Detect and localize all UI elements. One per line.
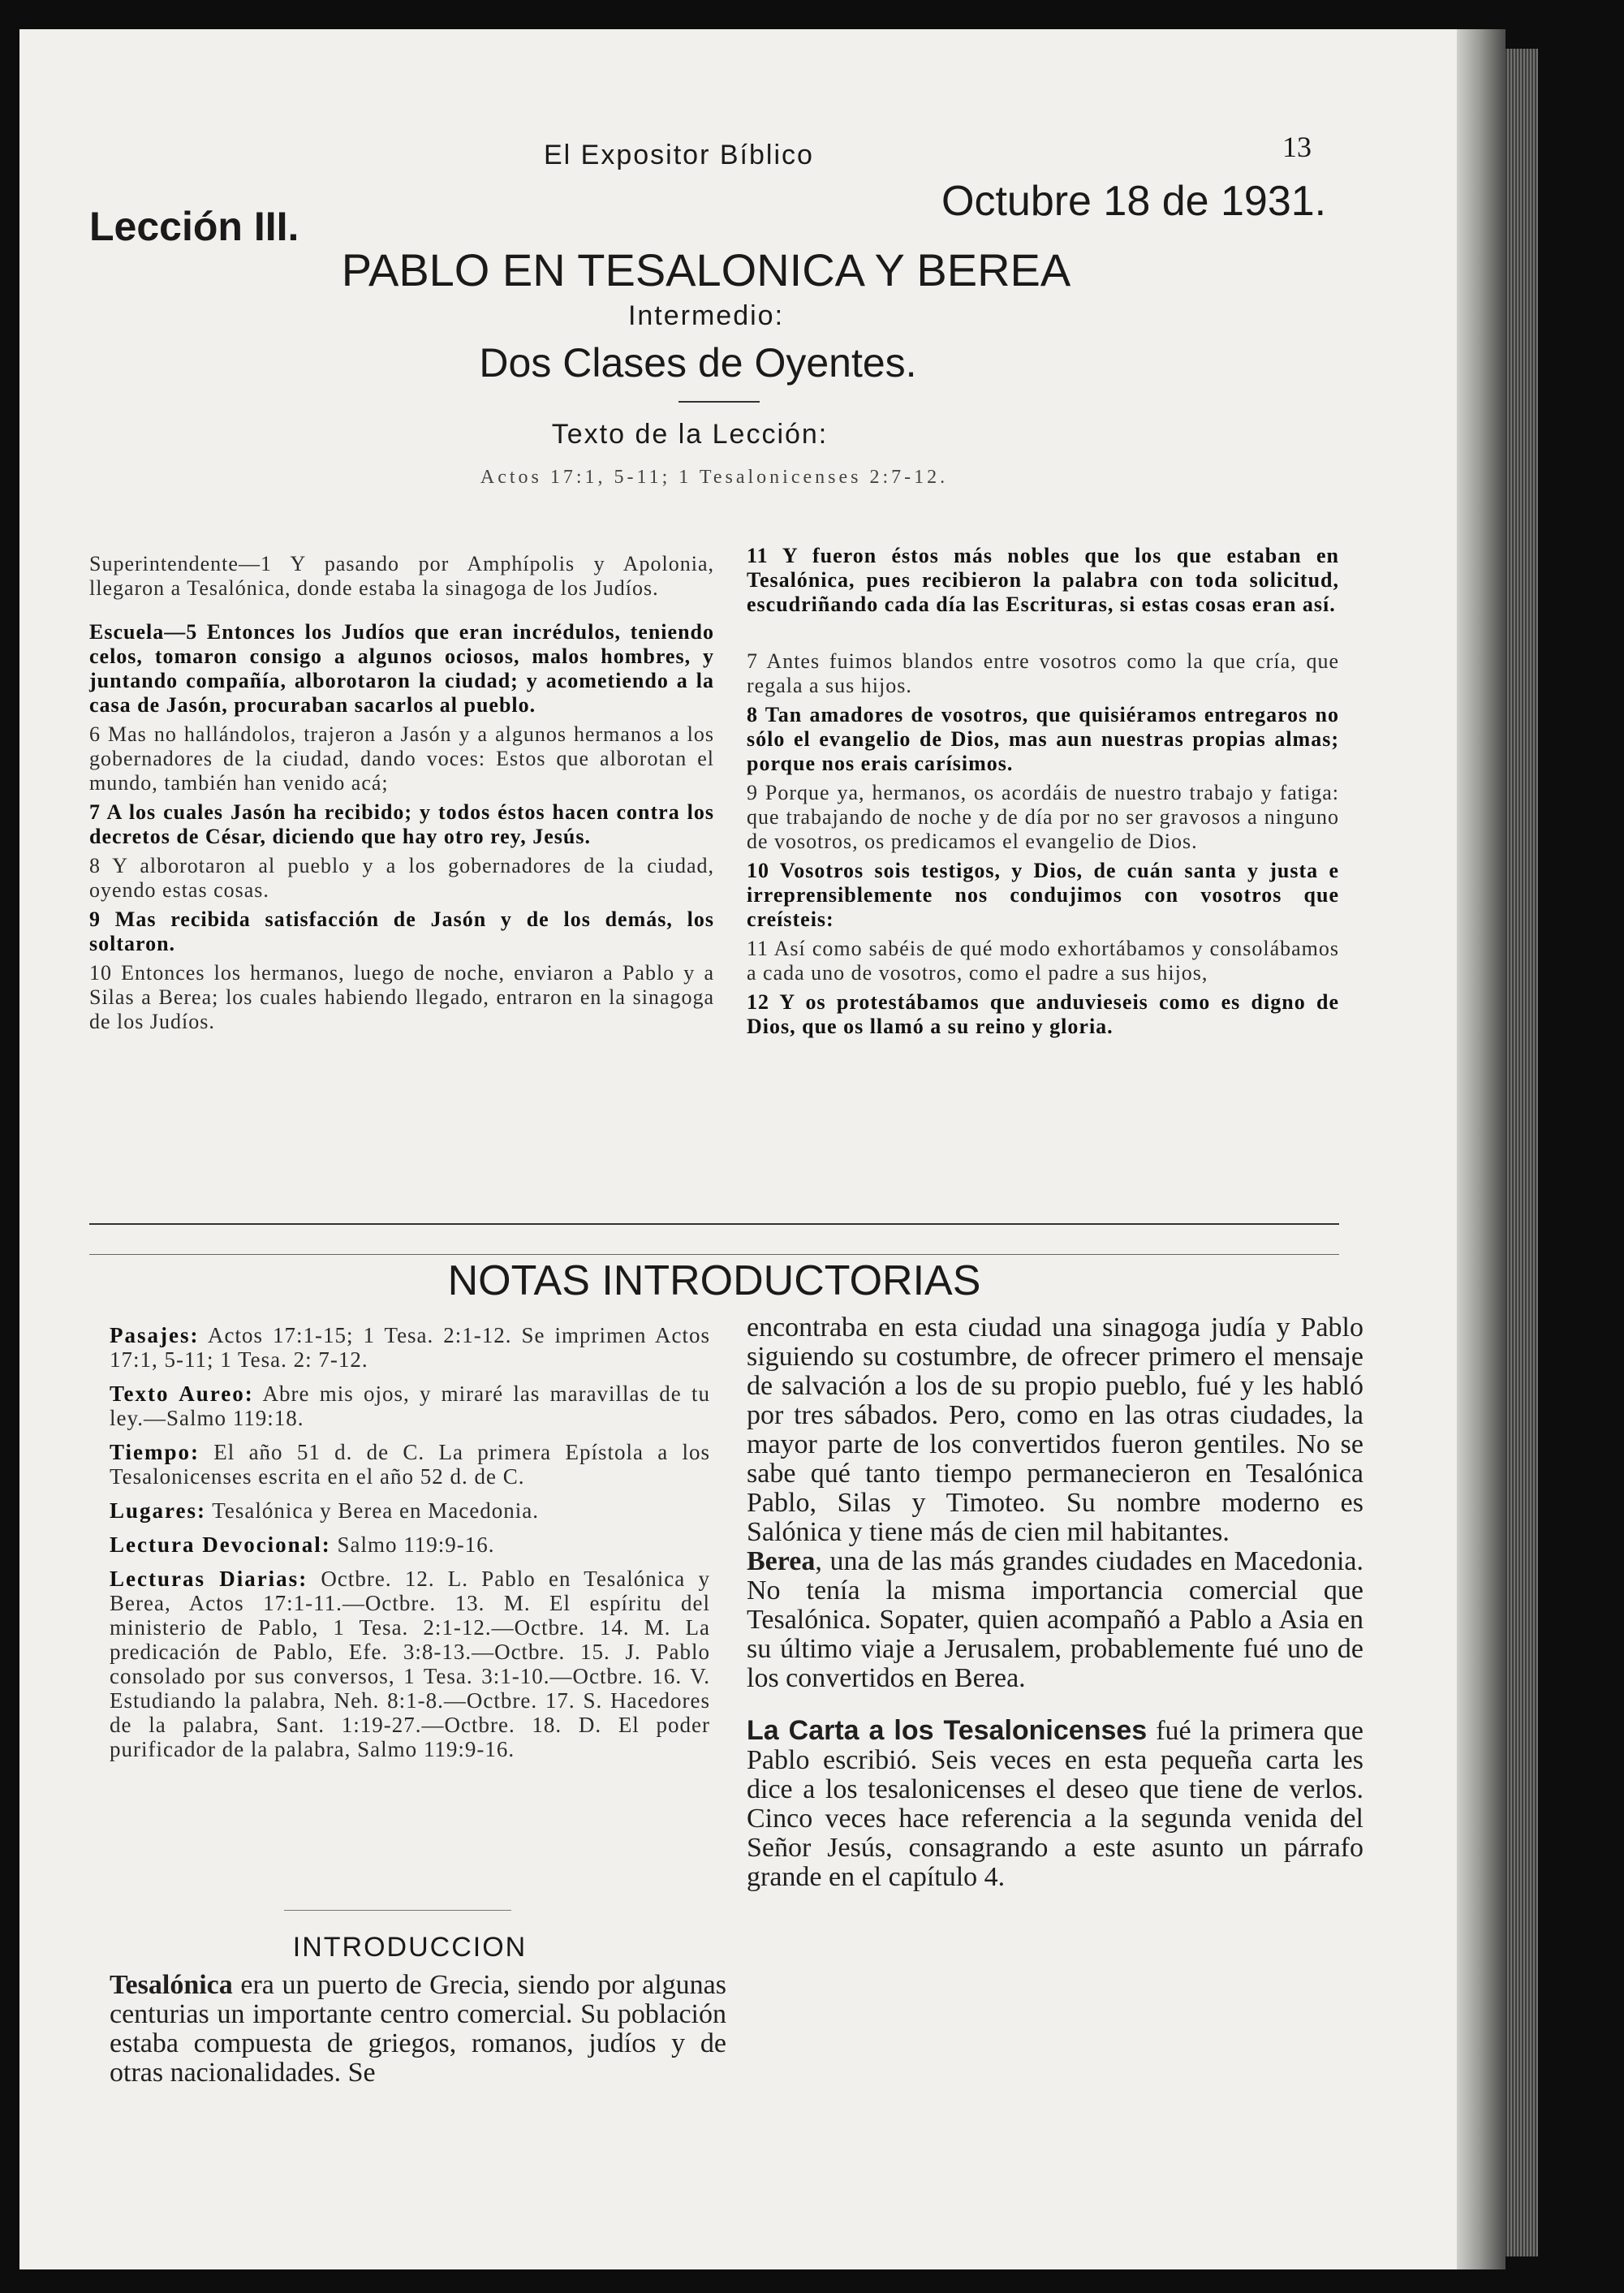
page-number: 13 (1282, 131, 1312, 163)
reading-verse: 6 Mas no hallándolos, trajeron a Jasón y a algunos hermanos a los gobernadores de la ciudad, dando voces: Estos que alborotan el mundo, también han venido acá; (89, 722, 714, 795)
reading-verse: 7 Antes fuimos blandos entre vosotros como la que cría, que regala a sus hijos. (747, 649, 1339, 697)
nota-label: Pasajes: (110, 1323, 200, 1347)
body-paragraph: encontraba en esta ciudad una sinagoga judía y Pablo siguiendo su costumbre, de ofrecer primero el mensaje de salvación a los de su propio pueblo, fué y les habló por tres sábados. Pero, como en las otras ciudades, la mayor parte de los convertidos fueron gentiles. No se sabe qué tanto tiempo permanecieron en Tesalónica Pablo, Silas y Timoteo. Su nombre moderno es Salónica y tiene más de cien mil habitantes. (747, 1312, 1363, 1547)
introduccion-text: era un puerto de Grecia, siendo por algunas centurias un importante centro comercial. Su población estaba compuesta de griegos, romanos, judíos y de otras nacionalidades. Se (110, 1970, 726, 2088)
nota-text: Actos 17:1-15; 1 Tesa. 2:1-12. Se imprimen Actos 17:1, 5-11; 1 Tesa. 2: 7-12. (110, 1323, 710, 1372)
lesson-subtitle: Dos Clases de Oyentes. (479, 340, 917, 386)
reading-verse: 10 Vosotros sois testigos, y Dios, de cuán santa y justa e irreprensiblemente nos condujimos con vosotros que creísteis: (747, 859, 1339, 931)
nota-item (110, 1323, 710, 1372)
lesson-number: Lección III. (89, 204, 299, 249)
reading-verse: Superintendente—1 Y pasando por Amphípolis y Apolonia, llegaron a Tesalónica, donde estaba la sinagoga de los Judíos. (89, 552, 714, 600)
reading-verse: 10 Entonces los hermanos, luego de noche, enviaron a Pablo y a Silas a Berea; los cuales habiendo llegado, entraron en la sinagoga de los Judíos. (89, 961, 714, 1033)
nota-item (110, 1498, 710, 1523)
lesson-date: Octubre 18 de 1931. (941, 178, 1327, 225)
nota-label: Tiempo: (110, 1440, 200, 1464)
reading-verse: 11 Así como sabéis de qué modo exhortábamos y consolábamos a cada uno de vosotros, como el padre a sus hijos, (747, 937, 1339, 985)
berea-lead: Berea (747, 1546, 816, 1576)
berea-text: , una de las más grandes ciudades en Macedonia. No tenía la misma importancia comercial que Tesalónica. Sopater, quien acompañó a Pablo a Asia en su último viaje a Jerusalem, probablemente fué uno de los convertidos en Berea. (747, 1546, 1363, 1693)
body-paragraph (747, 1547, 1363, 1693)
reading-verse: 8 Tan amadores de vosotros, que quisiéramos entregaros no sólo el evangelio de Dios, mas aun nuestras propias almas; porque nos erais carísimos. (747, 703, 1339, 775)
nota-label: Lecturas Diarias: (110, 1567, 308, 1591)
lesson-level: Intermedio: (627, 300, 785, 331)
page-edges (1506, 49, 1538, 2256)
reading-verse: Escuela—5 Entonces los Judíos que eran incrédulos, teniendo celos, tomaron consigo a algunos ociosos, malos hombres, y juntando compañía, alborotaron la ciudad; y acometiendo a la casa de Jasón, procuraban sacarlos al pueblo. (89, 620, 714, 717)
reading-verse: 11 Y fueron éstos más nobles que los que estaban en Tesalónica, pues recibieron la palabra con toda solicitud, escudriñando cada día las Escrituras, si estas cosas eran así. (747, 544, 1339, 616)
nota-text: El año 51 d. de C. La primera Epístola a los Tesalonicenses escrita en el año 52 d. de C. (110, 1440, 710, 1489)
nota-item (110, 1532, 710, 1557)
nota-item (110, 1381, 710, 1430)
nota-label: Lugares: (110, 1498, 207, 1523)
nota-label: Texto Aureo: (110, 1381, 254, 1406)
nota-text: Abre mis ojos, y miraré las maravillas de tu ley.—Salmo 119:18. (110, 1381, 710, 1430)
reading-left-column (89, 552, 714, 1039)
texto-heading: Texto de la Lección: (551, 419, 829, 450)
introduccion-paragraph (110, 1971, 726, 2088)
nota-text: Tesalónica y Berea en Macedonia. (206, 1498, 539, 1523)
notas-heading: NOTAS INTRODUCTORIAS (447, 1257, 981, 1304)
title-divider (678, 401, 760, 403)
right-column-text (747, 1313, 1363, 1892)
texto-references: Actos 17:1, 5-11; 1 Tesalonicenses 2:7-12. (480, 467, 949, 488)
nota-text: Salmo 119:9-16. (330, 1532, 495, 1557)
nota-item (110, 1567, 710, 1761)
nota-label: Lectura Devocional: (110, 1532, 331, 1557)
introduccion-heading: INTRODUCCION (292, 1932, 528, 1963)
body-paragraph (747, 1716, 1363, 1892)
reading-verse: 7 A los cuales Jasón ha recibido; y todos éstos hacen contra los decretos de César, diciendo que hay otro rey, Jesús. (89, 800, 714, 848)
carta-text: fué la primera que Pablo escribió. Seis veces en esta pequeña carta les dice a los tesalonicenses el deseo que tiene de verlos. Cinco veces hace referencia a la segunda venida del Señor Jesús, consagrando a este asunto un párrafo grande en el capítulo 4. (747, 1716, 1363, 1892)
reading-verse: 8 Y alborotaron al pueblo y a los gobernadores de la ciudad, oyendo estas cosas. (89, 854, 714, 902)
section-divider (89, 1223, 1339, 1225)
notes-divider (284, 1910, 511, 1911)
journal-name: El Expositor Bíblico (544, 140, 814, 170)
introduccion-lead: Tesalónica (110, 1970, 233, 2000)
nota-item (110, 1440, 710, 1489)
reading-verse: 9 Porque ya, hermanos, os acordáis de nuestro trabajo y fatiga: que trabajando de noche y de día por no ser gravosos a ninguno de vosotros, os predicamos el evangelio de Dios. (747, 781, 1339, 853)
reading-right-column (747, 544, 1339, 1044)
reading-verse: 9 Mas recibida satisfacción de Jasón y de los demás, los soltaron. (89, 907, 714, 955)
book-spine (1457, 29, 1506, 2269)
reading-verse: 12 Y os protestábamos que anduvieseis como es digno de Dios, que os llamó a su reino y gloria. (747, 990, 1339, 1038)
nota-text: Octbre. 12. L. Pablo en Tesalónica y Berea, Actos 17:1-11.—Octbre. 13. M. El espíritu del ministerio de Pablo, 1 Tesa. 2:1-12.—Octbre. 14. M. La predicación de Pablo, Efe. 3:8-13.—Octbre. 15. J. Pablo consolado por sus conversos, 1 Tesa. 3:1-10.—Octbre. 16. V. Estudiando la palabra, Neh. 8:1-8.—Octbre. 17. S. Hacedores de la palabra, Sant. 1:19-27.—Octbre. 18. D. El poder purificador de la palabra, Salmo 119:9-16. (110, 1567, 710, 1761)
lesson-title: PABLO EN TESALONICA Y BEREA (341, 244, 1071, 295)
section-divider (89, 1254, 1339, 1255)
notas-list (110, 1323, 710, 1771)
carta-lead: La Carta a los Tesalonicenses (747, 1715, 1148, 1746)
